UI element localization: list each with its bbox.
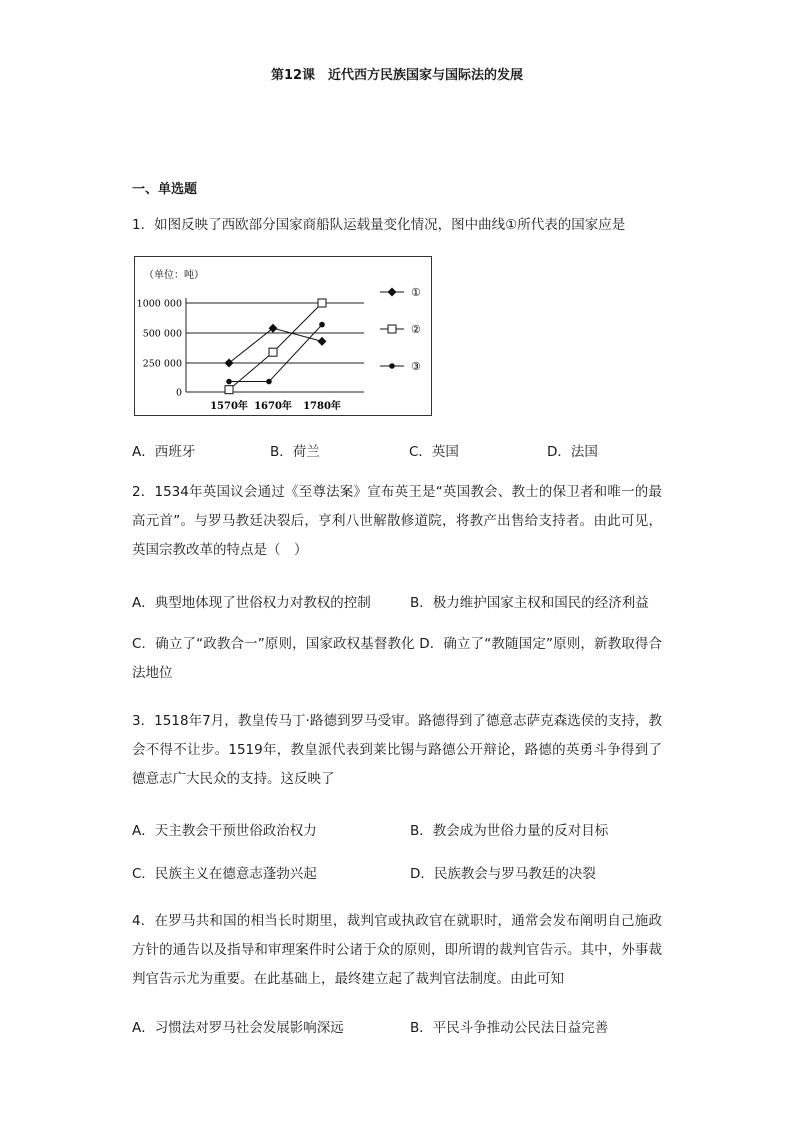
- section-heading: 一、单选题: [132, 182, 198, 197]
- question-1-stem: 1．如图反映了西欧部分国家商船队运载量变化情况，图中曲线①所代表的国家应是: [132, 217, 626, 233]
- x-tick-label: 1670年: [254, 401, 292, 412]
- question-1-options: [132, 440, 662, 460]
- data-point: [318, 299, 326, 307]
- option-a[interactable]: A．天主教会干预世俗政治权力: [132, 823, 317, 839]
- option-a[interactable]: A．习惯法对罗马社会发展影响深远: [132, 1020, 344, 1036]
- page-title: 第12课 近代西方民族国家与国际法的发展: [270, 68, 524, 83]
- question-3-options-row1: [132, 819, 662, 839]
- data-point: [266, 379, 272, 385]
- question-3-options-row2: [132, 862, 662, 882]
- option-b[interactable]: B．教会成为世俗力量的反对目标: [410, 823, 609, 839]
- data-point: [319, 322, 325, 328]
- legend-label: ③: [411, 360, 421, 373]
- option-d[interactable]: D．民族教会与罗马教廷的决裂: [410, 866, 596, 882]
- option-b[interactable]: B．极力维护国家主权和国民的经济利益: [410, 595, 649, 611]
- y-tick-label: 0: [175, 387, 182, 399]
- legend-marker: [388, 325, 396, 333]
- y-tick-label: 500 000: [142, 328, 182, 340]
- y-tick-label: 1000 000: [136, 298, 182, 310]
- question-2-stem: 2．1534年英国议会通过《至尊法案》宣布英王是“英国教会、教士的保卫者和唯一的最高元首”。与罗马教廷决裂后，亨利八世解散修道院，将教产出售给支持者。由此可见，英国宗教改革的特点是（ ）: [132, 484, 662, 558]
- data-point: [226, 379, 232, 385]
- option-b[interactable]: B．平民斗争推动公民法日益完善: [410, 1020, 609, 1036]
- legend-label: ①: [411, 286, 421, 299]
- question-4-options-row1: [132, 1016, 662, 1036]
- option-c[interactable]: C．英国: [409, 444, 459, 460]
- x-tick-label: 1570年: [210, 401, 248, 412]
- legend-marker: [389, 363, 395, 369]
- x-tick-label: 1780年: [303, 401, 341, 412]
- option-a[interactable]: A．西班牙: [132, 444, 196, 460]
- shipping-chart: [134, 256, 432, 416]
- chart-svg: [134, 256, 432, 416]
- question-2-options-cd[interactable]: C．确立了“政教合一”原则，国家政权基督教化 D．确立了“教随国定”原则，新教取得合法地位: [132, 636, 662, 681]
- option-b[interactable]: B．荷兰: [270, 444, 320, 460]
- data-point: [269, 348, 277, 356]
- option-d[interactable]: D．法国: [547, 444, 598, 460]
- data-point: [225, 386, 233, 394]
- question-3-stem: 3．1518年7月，教皇传马丁·路德到罗马受审。路德得到了德意志萨克森选侯的支持，教会不得不让步。1519年，教皇派代表到莱比锡与路德公开辩论，路德的英勇斗争得到了德意志广大民众的支持。这反映了: [132, 713, 662, 787]
- question-4-stem: 4．在罗马共和国的相当长时期里，裁判官或执政官在就职时，通常会发布阐明自己施政方针的通告以及指导和审理案件时公诸于众的原则，即所谓的裁判官告示。其中，外事裁判官告示尤为重要。在此基础上，最终建立起了裁判官法制度。由此可知: [132, 913, 662, 987]
- legend-label: ②: [411, 323, 421, 336]
- option-a[interactable]: A．典型地体现了世俗权力对教权的控制: [132, 595, 371, 611]
- question-2-options-row1: [132, 591, 662, 611]
- option-c[interactable]: C．民族主义在德意志蓬勃兴起: [132, 866, 317, 882]
- unit-label: （单位：吨）: [144, 270, 204, 281]
- y-tick-label: 250 000: [142, 358, 182, 370]
